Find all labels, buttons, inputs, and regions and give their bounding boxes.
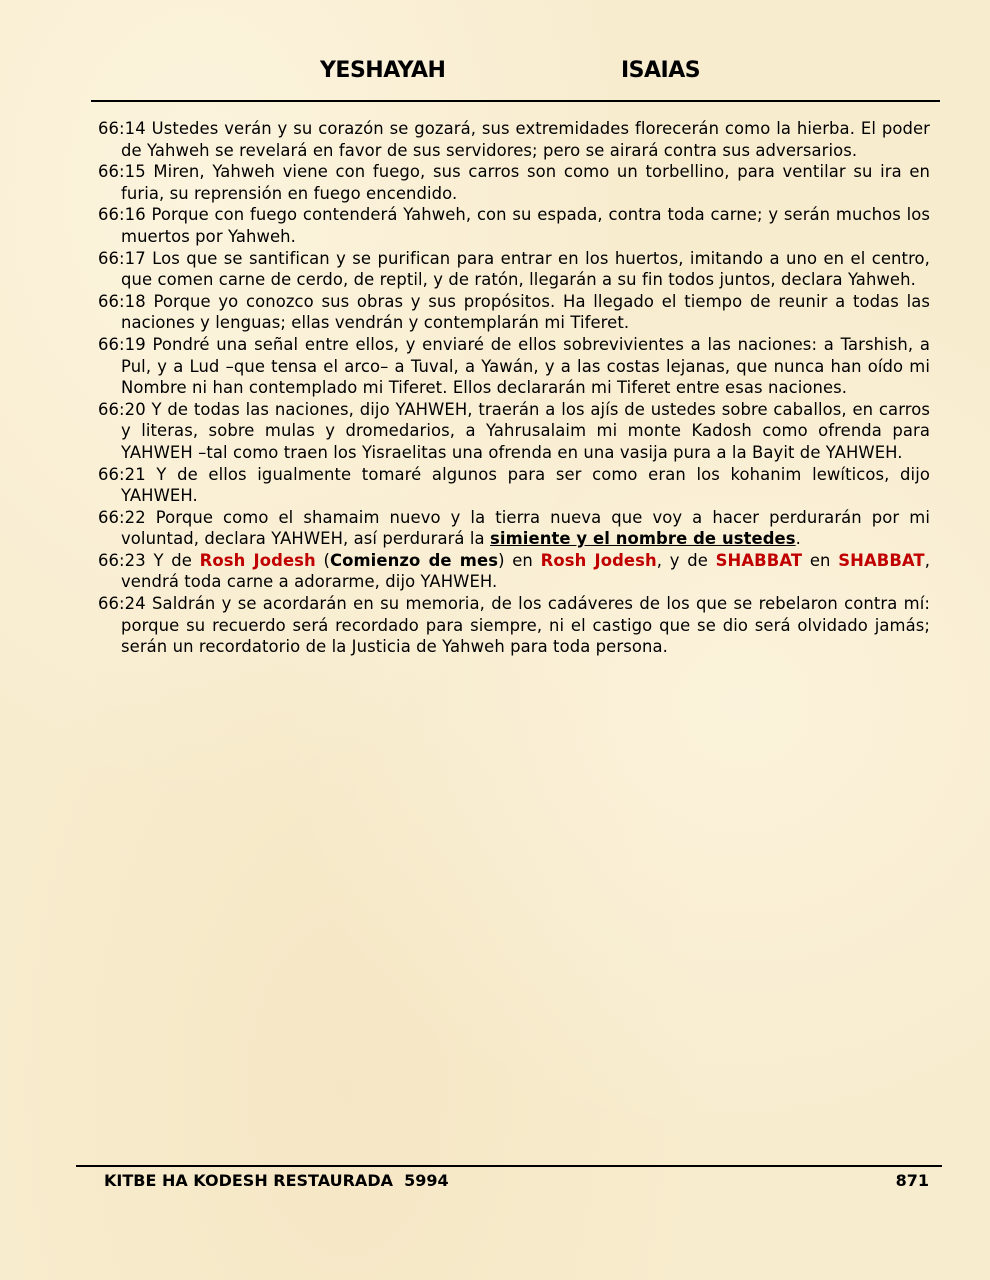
verse-text: Y de todas las naciones, dijo YAHWEH, traerán a los ajís de ustedes sobre caballos, en carros y literas, sobre mulas y dromedarios, a Yahrusalaim mi monte Kadosh como ofrenda para YAHWEH –tal como traen los Yisraelitas una ofrenda en una vasija pura a la Bayit de YAHWEH.	[121, 399, 930, 462]
header-divider	[91, 100, 940, 102]
verse-text: ) en	[498, 550, 541, 570]
verse-ref: 66:19	[98, 334, 146, 354]
verse-66-22	[98, 507, 930, 550]
verse-ref: 66:15	[98, 162, 146, 182]
verse-ref: 66:22	[98, 507, 146, 527]
verse-text: , vendrá toda carne a adorarme, dijo YAHWEH.	[121, 550, 931, 592]
highlight-shabbat: SHABBAT	[838, 550, 925, 570]
verse-66-20	[98, 399, 930, 464]
verse-66-24	[98, 593, 930, 658]
verse-text: Ustedes verán y su corazón se gozará, sus extremidades florecerán como la hierba. El poder de Yahweh se revelará en favor de sus servidores; pero se airará contra sus adversarios.	[121, 119, 930, 160]
verse-text: , y de	[656, 550, 716, 570]
verse-text: (	[315, 550, 330, 570]
verse-66-21	[98, 464, 930, 507]
verse-66-14	[98, 118, 930, 161]
verse-ref: 66:18	[98, 291, 146, 311]
verse-text: Porque yo conozco sus obras y sus propósitos. Ha llegado el tiempo de reunir a todas las naciones y lenguas; ellas vendrán y contemplarán mi Tiferet.	[121, 291, 931, 333]
footer-divider	[76, 1165, 942, 1167]
verse-text: Y de	[153, 550, 200, 570]
verse-text: Porque con fuego contenderá Yahweh, con su espada, contra toda carne; y serán muchos los muertos por Yahweh.	[121, 205, 931, 246]
bold-gloss: Comienzo de mes	[330, 550, 499, 570]
highlight-rosh-jodesh: Rosh Jodesh	[199, 550, 316, 570]
verse-text: en	[802, 550, 839, 570]
verse-ref: 66:14	[98, 119, 146, 138]
verse-ref: 66:23	[98, 550, 146, 570]
verse-text-end: .	[795, 529, 801, 549]
verse-text: Porque como el shamaim nuevo y la tierra nueva que voy a hacer perdurarán por mi voluntad, declara YAHWEH, así perdurará la	[121, 507, 930, 549]
footer-book-title: KITBE HA KODESH RESTAURADA 5994	[104, 1171, 449, 1190]
underlined-phrase: simiente y el nombre de ustedes	[490, 529, 796, 549]
verse-ref: 66:17	[98, 248, 146, 268]
scripture-text	[98, 118, 930, 658]
verse-text: Saldrán y se acordarán en su memoria, de los cadáveres de los que se rebelaron contra mí: porque su recuerdo será recordado para siempre, ni el castigo que se dio será olvidado jamás; serán un recordatorio de la Justicia de Yahweh para toda persona.	[121, 594, 931, 657]
verse-66-17	[98, 248, 930, 291]
verse-text: Pondré una señal entre ellos, y enviaré de ellos sobrevivientes a las naciones: a Tarshish, a Pul, y a Lud –que tensa el arco– a Tuval, a Yawán, y a las costas lejanas, que nunca han oído mi Nombre ni han contemplado mi Tiferet. Ellos declararán mi Tiferet entre esas naciones.	[121, 334, 931, 398]
verse-66-18	[98, 291, 930, 334]
verse-ref: 66:16	[98, 205, 146, 225]
verse-text: Y de ellos igualmente tomaré algunos para ser como eran los kohanim lewíticos, dijo YAHWEH.	[121, 464, 930, 506]
page-header	[0, 58, 990, 92]
verse-text: Los que se santifican y se purifican para entrar en los huertos, imitando a uno en el centro, que comen carne de cerdo, de reptil, y de ratón, llegarán a su fin todos juntos, declara Yahweh.	[121, 248, 930, 290]
verse-66-23	[98, 550, 930, 593]
book-title-hebrew: YESHAYAH	[320, 58, 446, 83]
verse-ref: 66:21	[98, 464, 146, 484]
verse-text: Miren, Yahweh viene con fuego, sus carros son como un torbellino, para ventilar su ira en furia, su reprensión en fuego encendido.	[121, 162, 931, 203]
verse-66-15	[98, 161, 930, 204]
verse-66-16	[98, 204, 930, 247]
highlight-shabbat: SHABBAT	[715, 550, 803, 570]
verse-ref: 66:20	[98, 399, 146, 419]
page-number: 871	[895, 1171, 929, 1190]
book-title-spanish: ISAIAS	[621, 58, 701, 83]
highlight-rosh-jodesh: Rosh Jodesh	[540, 550, 657, 570]
verse-ref: 66:24	[98, 594, 146, 614]
verse-66-19	[98, 334, 930, 399]
